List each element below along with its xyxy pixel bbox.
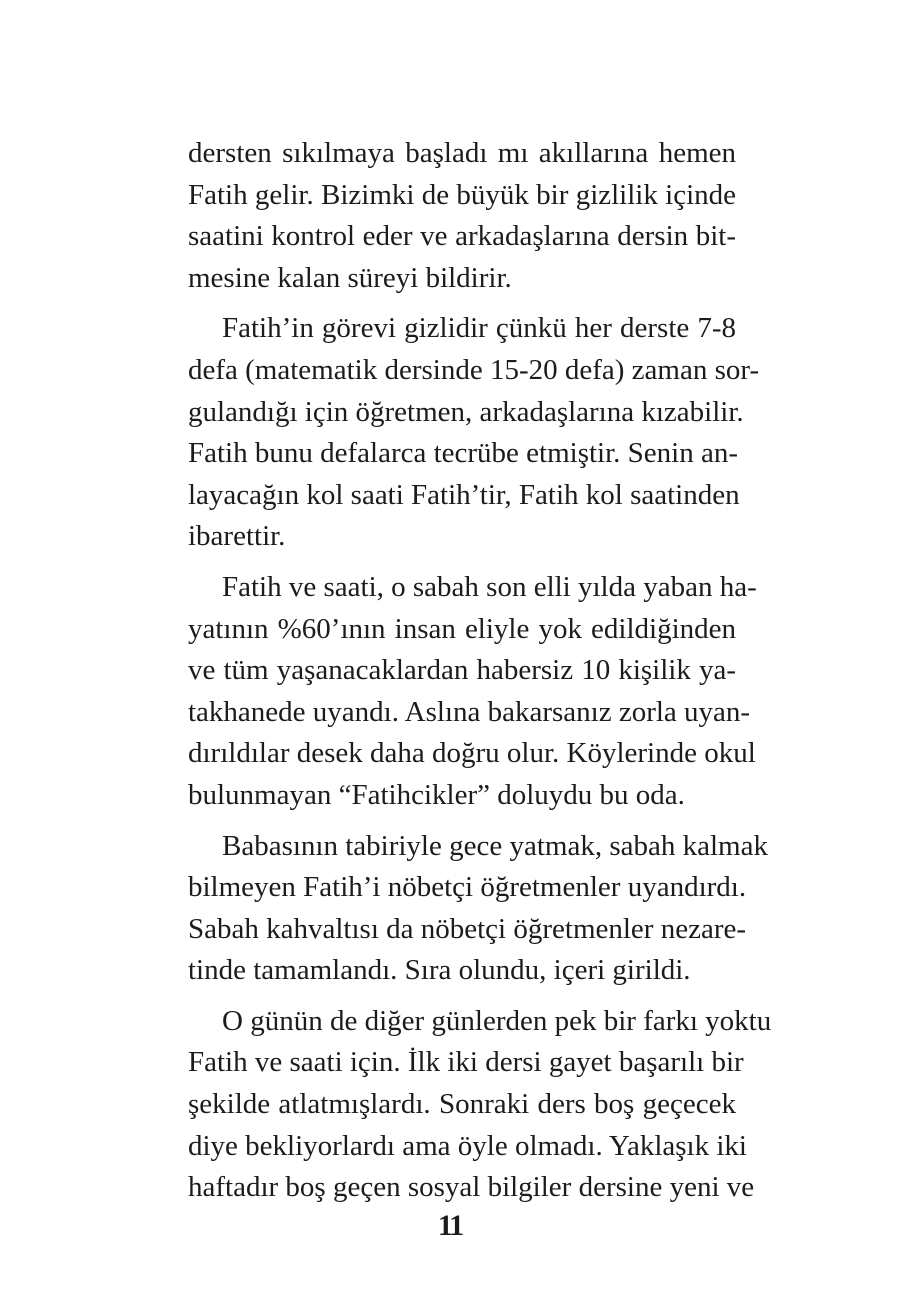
text-line: haftadır boş geçen sosyal bilgiler dersine yeni ve (188, 1171, 755, 1204)
page-number: 11 (437, 1209, 463, 1242)
text-line: Fatih gelir. Bizimki de büyük bir gizlilik içinde (188, 178, 736, 211)
text-line: Sabah kahvaltısı da nöbetçi öğretmenler nezare- (188, 912, 747, 945)
text-line: takhanede uyandı. Aslına bakarsanız zorla uyan- (188, 695, 751, 728)
text-line: tinde tamamlandı. Sıra olundu, içeri girildi. (188, 954, 691, 987)
paragraph-4 (188, 826, 768, 992)
paragraph-1 (188, 133, 736, 299)
text-line: layacağın kol saati Fatih’tir, Fatih kol saatinden (188, 478, 740, 511)
text-line: Fatih ve saati, o sabah son elli yılda yaban ha- (222, 570, 757, 603)
paragraph-2 (188, 308, 760, 558)
text-line: dırıldılar desek daha doğru olur. Köylerinde okul (188, 737, 756, 770)
text-line: Fatih ve saati için. İlk iki dersi gayet başarılı bir (188, 1046, 744, 1079)
text-line: saatini kontrol eder ve arkadaşlarına dersin bit- (188, 220, 736, 253)
text-line: defa (matematik dersinde 15-20 defa) zaman sor- (188, 353, 760, 386)
body-text (188, 133, 772, 1209)
text-line: Babasının tabiriyle gece yatmak, sabah kalmak (222, 829, 768, 862)
text-line: ve tüm yaşanacaklardan habersiz 10 kişilik ya- (188, 654, 736, 687)
paragraph-3 (188, 567, 757, 817)
paragraph-5 (188, 1001, 772, 1209)
text-line: dersten sıkılmaya başladı mı akıllarına hemen (188, 137, 736, 169)
text-line: Fatih’in görevi gizlidir çünkü her derste 7-8 (222, 312, 736, 345)
text-line: ibarettir. (188, 520, 286, 553)
text-line: bulunmayan “Fatihcikler” doluydu bu oda. (188, 778, 685, 811)
text-line: Fatih bunu defalarca tecrübe etmiştir. Senin an- (188, 437, 739, 470)
text-line: yatının %60’ının insan eliyle yok edildiğinden (188, 612, 736, 645)
text-line: bilmeyen Fatih’i nöbetçi öğretmenler uyandırdı. (188, 871, 747, 904)
text-line: diye bekliyorlardı ama öyle olmadı. Yaklaşık iki (188, 1129, 747, 1162)
text-line: gulandığı için öğretmen, arkadaşlarına kızabilir. (188, 395, 744, 428)
text-line: O günün de diğer günlerden pek bir farkı yoktu (222, 1004, 772, 1037)
text-line: mesine kalan süreyi bildirir. (188, 261, 512, 294)
text-line: şekilde atlatmışlardı. Sonraki ders boş geçecek (188, 1088, 736, 1121)
